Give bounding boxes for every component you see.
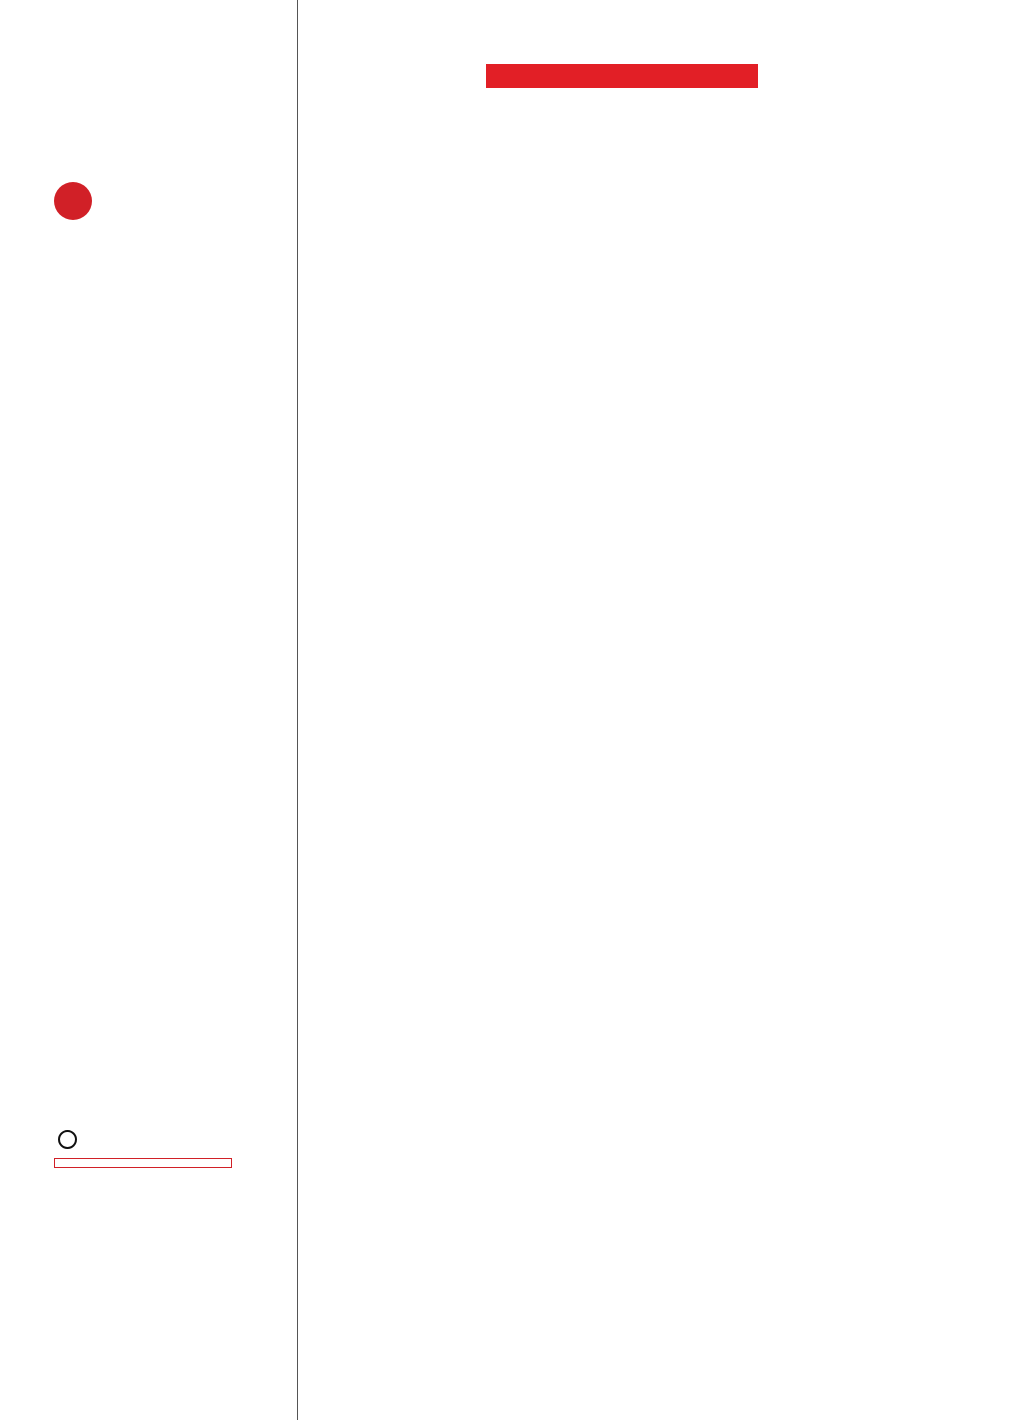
logo-badge (54, 182, 92, 220)
email-icon (58, 1130, 77, 1149)
column-divider (297, 0, 298, 1420)
send-comments-line (54, 1130, 294, 1150)
logo (54, 176, 294, 226)
email-address[interactable] (54, 1158, 232, 1168)
contact-block (54, 1130, 294, 1178)
section-title-bar (486, 64, 758, 88)
sidebar (54, 176, 294, 254)
